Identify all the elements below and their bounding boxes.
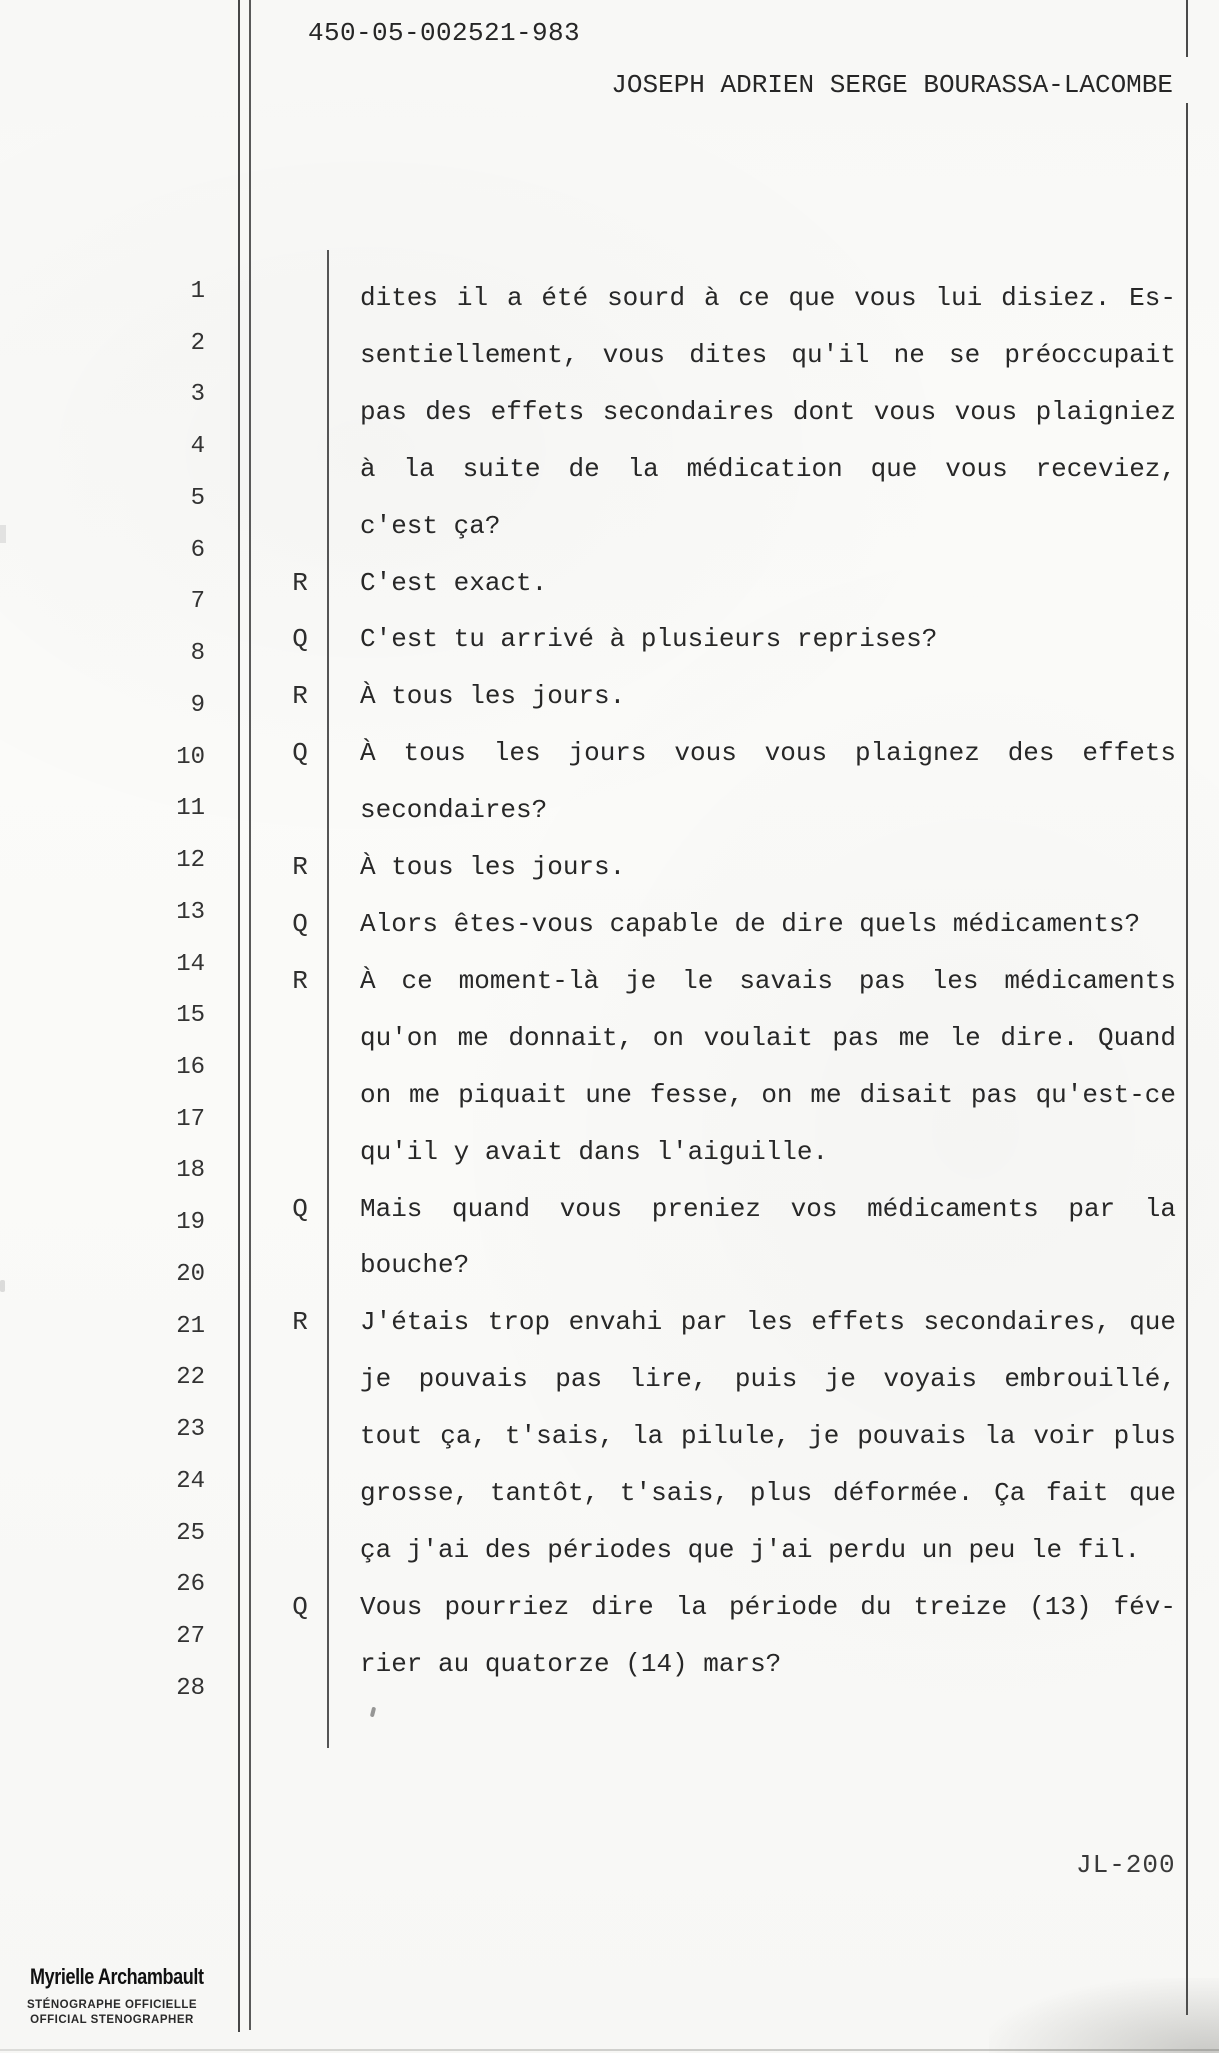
left-margin-rule-inner (249, 0, 251, 2030)
qa-marker: R (292, 567, 308, 598)
transcript-row (292, 965, 1176, 1023)
transcript-row (360, 1535, 1176, 1592)
line-number-column (0, 278, 205, 1727)
qa-marker: Q (292, 738, 308, 769)
transcript-row (292, 1591, 1176, 1649)
transcript-row (292, 1307, 1176, 1364)
stenographer-stamp (12, 1964, 212, 2026)
line-number: 23 (176, 1416, 205, 1444)
case-number: 450-05-002521-983 (308, 18, 581, 48)
transcript-row (360, 795, 1176, 852)
transcript-row (360, 1250, 1176, 1307)
witness-name: JOSEPH ADRIEN SERGE BOURASSA-LACOMBE (611, 70, 1173, 100)
transcript-line-text: pas des effets secondaires dont vous vous plaigniez (360, 396, 1176, 427)
scan-bottom-edge (0, 2049, 1219, 2051)
transcript-line-text: secondaires? (360, 795, 548, 826)
transcript-row (292, 681, 1176, 738)
transcript-row (360, 1137, 1176, 1194)
line-number: 7 (190, 588, 205, 616)
transcript-row (360, 397, 1176, 454)
stamp-title-en: OFFICIAL STENOGRAPHER (30, 2014, 194, 2026)
transcript-line-text: à la suite de la médication que vous receviez, (360, 453, 1176, 484)
line-number: 18 (176, 1157, 205, 1185)
transcript-row (292, 1193, 1176, 1251)
line-number: 20 (176, 1260, 205, 1288)
qa-marker: R (292, 852, 308, 883)
transcript-body (292, 283, 1176, 1706)
transcript-row (292, 908, 1176, 966)
line-number: 25 (176, 1519, 205, 1547)
right-margin-rule (1186, 103, 1188, 2015)
transcript-row (360, 511, 1176, 568)
line-number: 13 (176, 898, 205, 926)
transcript-line-text: bouche? (360, 1250, 470, 1281)
transcript-line-text: sentiellement, vous dites qu'il ne se préoccupait (360, 339, 1176, 370)
exhibit-code: JL-200 (1076, 1850, 1176, 1880)
transcript-row (360, 340, 1176, 397)
scan-corner-shade (989, 1978, 1219, 2053)
qa-marker: Q (292, 908, 308, 939)
qa-marker: R (292, 965, 308, 996)
transcript-row (360, 1649, 1176, 1706)
transcript-line-text: dites il a été sourd à ce que vous lui disiez. Es- (360, 283, 1176, 313)
transcript-line-text: Alors êtes-vous capable de dire quels médicaments? (360, 908, 1141, 939)
line-number: 27 (176, 1623, 205, 1651)
line-number: 26 (176, 1571, 205, 1599)
transcript-line-text: je pouvais pas lire, puis je voyais embrouillé, (360, 1364, 1176, 1395)
line-number: 17 (176, 1105, 205, 1133)
transcript-line-text: c'est ça? (360, 510, 501, 541)
transcript-line-text: rier au quatorze (14) mars? (360, 1648, 782, 1679)
transcript-row (360, 1023, 1176, 1080)
transcript-line-text: À tous les jours vous vous plaignez des effets (360, 738, 1176, 769)
transcript-row (292, 852, 1176, 909)
transcript-line-text: tout ça, t'sais, la pilule, je pouvais la voir plus (360, 1421, 1176, 1452)
line-number: 4 (190, 433, 205, 461)
right-margin-rule-top (1186, 0, 1188, 57)
transcript-line-text: C'est exact. (360, 567, 548, 598)
line-number: 24 (176, 1467, 205, 1495)
line-number: 12 (176, 847, 205, 875)
transcript-line-text: À tous les jours. (360, 681, 626, 712)
line-number: 3 (190, 381, 205, 409)
text-column-rule (327, 250, 329, 1748)
transcript-line-text: Mais quand vous preniez vos médicaments par la (360, 1193, 1176, 1224)
line-number: 8 (190, 640, 205, 668)
transcript-row (360, 1421, 1176, 1478)
transcript-row (360, 283, 1176, 340)
stamp-name: Myrielle Archambault (30, 1964, 204, 1989)
qa-marker: Q (292, 1193, 308, 1224)
line-number: 2 (190, 329, 205, 357)
transcript-line-text: C'est tu arrivé à plusieurs reprises? (360, 624, 938, 655)
transcript-line-text: Vous pourriez dire la période du treize (13) fév- (360, 1591, 1176, 1622)
line-number: 5 (190, 484, 205, 512)
transcript-row (360, 1364, 1176, 1421)
transcript-line-text: grosse, tantôt, t'sais, plus déformée. Ça fait que (360, 1478, 1176, 1509)
stamp-title-fr: STÉNOGRAPHE OFFICIELLE (26, 1999, 198, 2011)
line-number: 21 (176, 1312, 205, 1340)
line-number: 16 (176, 1054, 205, 1082)
transcript-line-text: J'étais trop envahi par les effets secondaires, que (360, 1307, 1176, 1338)
qa-marker: R (292, 681, 308, 712)
transcript-row (360, 1080, 1176, 1137)
transcript-row (292, 738, 1176, 795)
line-number: 11 (176, 795, 205, 823)
line-number: 6 (190, 536, 205, 564)
transcript-line-text: qu'il y avait dans l'aiguille. (360, 1136, 829, 1167)
qa-marker: Q (292, 1591, 308, 1622)
line-number: 22 (176, 1364, 205, 1392)
line-number: 14 (176, 950, 205, 978)
transcript-line-text: qu'on me donnait, on voulait pas me le dire. Quand (360, 1022, 1176, 1053)
line-number: 10 (176, 743, 205, 771)
transcript-row (360, 1478, 1176, 1535)
left-margin-rule-outer (238, 0, 240, 2032)
transcript-row (292, 624, 1176, 681)
transcript-line-text: À tous les jours. (360, 852, 626, 883)
transcript-row (292, 567, 1176, 625)
transcript-row (360, 454, 1176, 511)
qa-marker: Q (292, 624, 308, 655)
transcript-line-text: À ce moment-là je le savais pas les médicaments (360, 965, 1176, 996)
transcript-line-text: ça j'ai des périodes que j'ai perdu un peu le fil. (360, 1534, 1141, 1565)
line-number: 15 (176, 1002, 205, 1030)
transcript-line-text: on me piquait une fesse, on me disait pas qu'est-ce (360, 1079, 1176, 1110)
line-number: 28 (176, 1674, 205, 1702)
qa-marker: R (292, 1307, 308, 1338)
line-number: 9 (190, 691, 205, 719)
scan-stray-mark (370, 1707, 376, 1718)
line-number: 1 (190, 278, 205, 305)
line-number: 19 (176, 1209, 205, 1237)
